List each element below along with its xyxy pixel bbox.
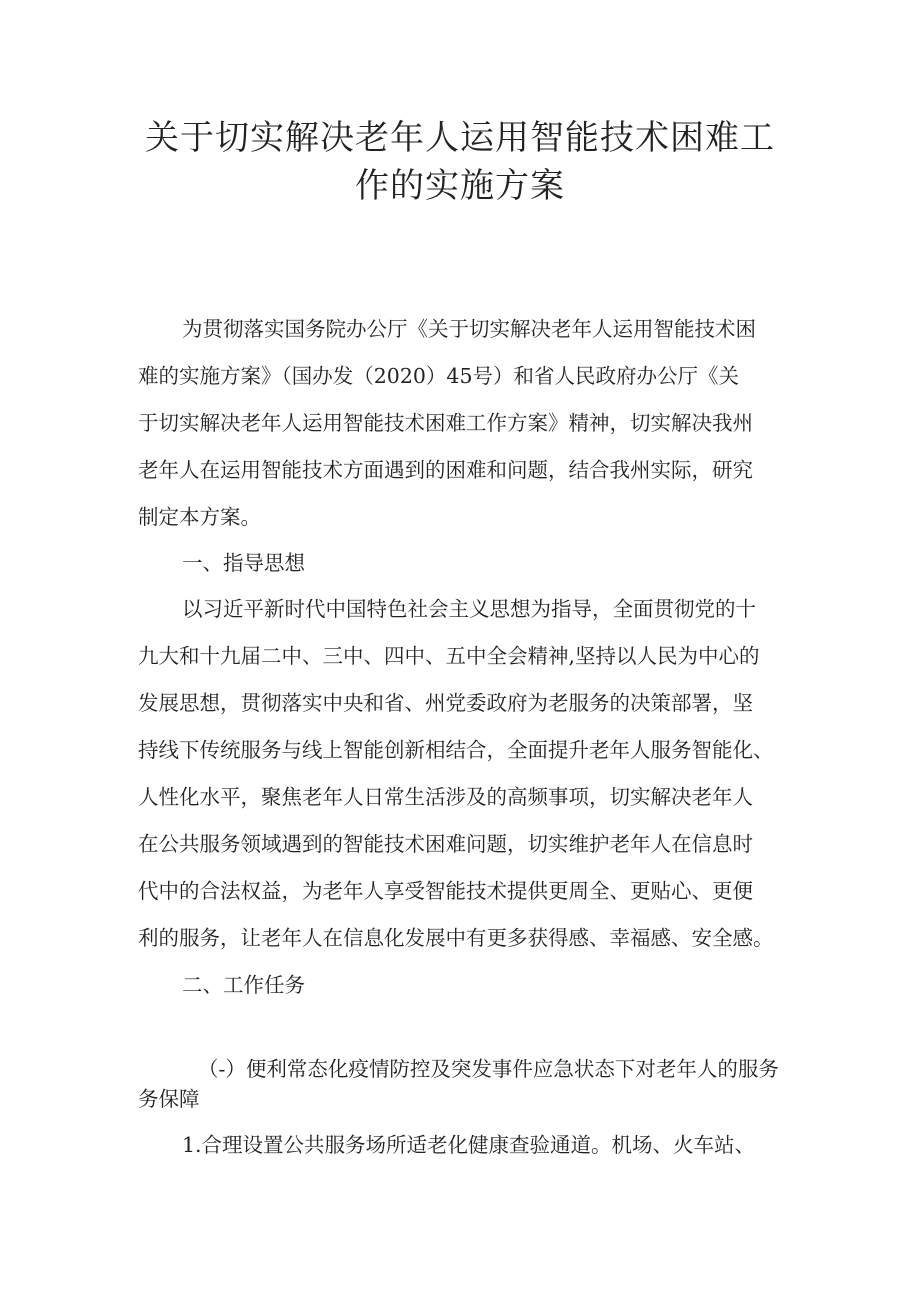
section-heading-work-tasks <box>138 962 798 1009</box>
paragraph-line: 人性化水平，聚焦老年人日常生活涉及的高频事项，切实解决老年人 <box>138 785 753 809</box>
section-heading-guiding-thought <box>138 540 798 587</box>
document-title-line-2: 作的实施方案 <box>355 166 565 206</box>
paragraph-line: 于切实解决老年人运用智能技术困难工作方案》精神，切实解决我州 <box>138 411 753 435</box>
paragraph-line: 1.合理设置公共服务场所适老化健康查验通道。机场、火车站、 <box>182 1133 756 1157</box>
paragraph-line: 九大和十九届二中、三中、四中、五中全会精神,坚持以人民为中心的 <box>138 644 760 668</box>
document-title-line-1: 关于切实解决老年人运用智能技术困难工 <box>145 118 775 158</box>
paragraph-line: 发展思想，贯彻落实中央和省、州党委政府为老服务的决策部署，坚 <box>138 691 753 715</box>
subsection-heading <box>138 1054 798 1114</box>
paragraph-line: 务保障 <box>138 1087 200 1111</box>
paragraph-line: 以习近平新时代中国特色社会主义思想为指导，全面贯彻党的十 <box>182 597 756 621</box>
guiding-thought-paragraph <box>138 586 798 962</box>
paragraph-line: （-）便利常态化疫情防控及突发事件应急状态下对老年人的服务 <box>198 1057 779 1081</box>
paragraph-line: 制定本方案。 <box>138 505 261 529</box>
paragraph-line: 利的服务，让老年人在信息化发展中有更多获得感、幸福感、安全感。 <box>138 926 774 950</box>
paragraph-line: 在公共服务领域遇到的智能技术困难问题，切实维护老年人在信息时 <box>138 832 753 856</box>
paragraph-line: 老年人在运用智能技术方面遇到的困难和问题，结合我州实际，研究 <box>138 458 753 482</box>
intro-paragraph <box>138 306 798 541</box>
paragraph-line: 持线下传统服务与线上智能创新相结合，全面提升老年人服务智能化、 <box>138 738 774 762</box>
section-heading-text: 二、工作任务 <box>182 973 305 997</box>
item-paragraph <box>138 1122 798 1169</box>
paragraph-line: 代中的合法权益，为老年人享受智能技术提供更周全、更贴心、更便 <box>138 879 753 903</box>
section-heading-text: 一、指导思想 <box>182 551 305 575</box>
paragraph-line: 为贯彻落实国务院办公厅《关于切实解决老年人运用智能技术困 <box>182 317 756 341</box>
paragraph-line: 难的实施方案》（国办发（2020）45号）和省人民政府办公厅《关 <box>138 364 740 388</box>
